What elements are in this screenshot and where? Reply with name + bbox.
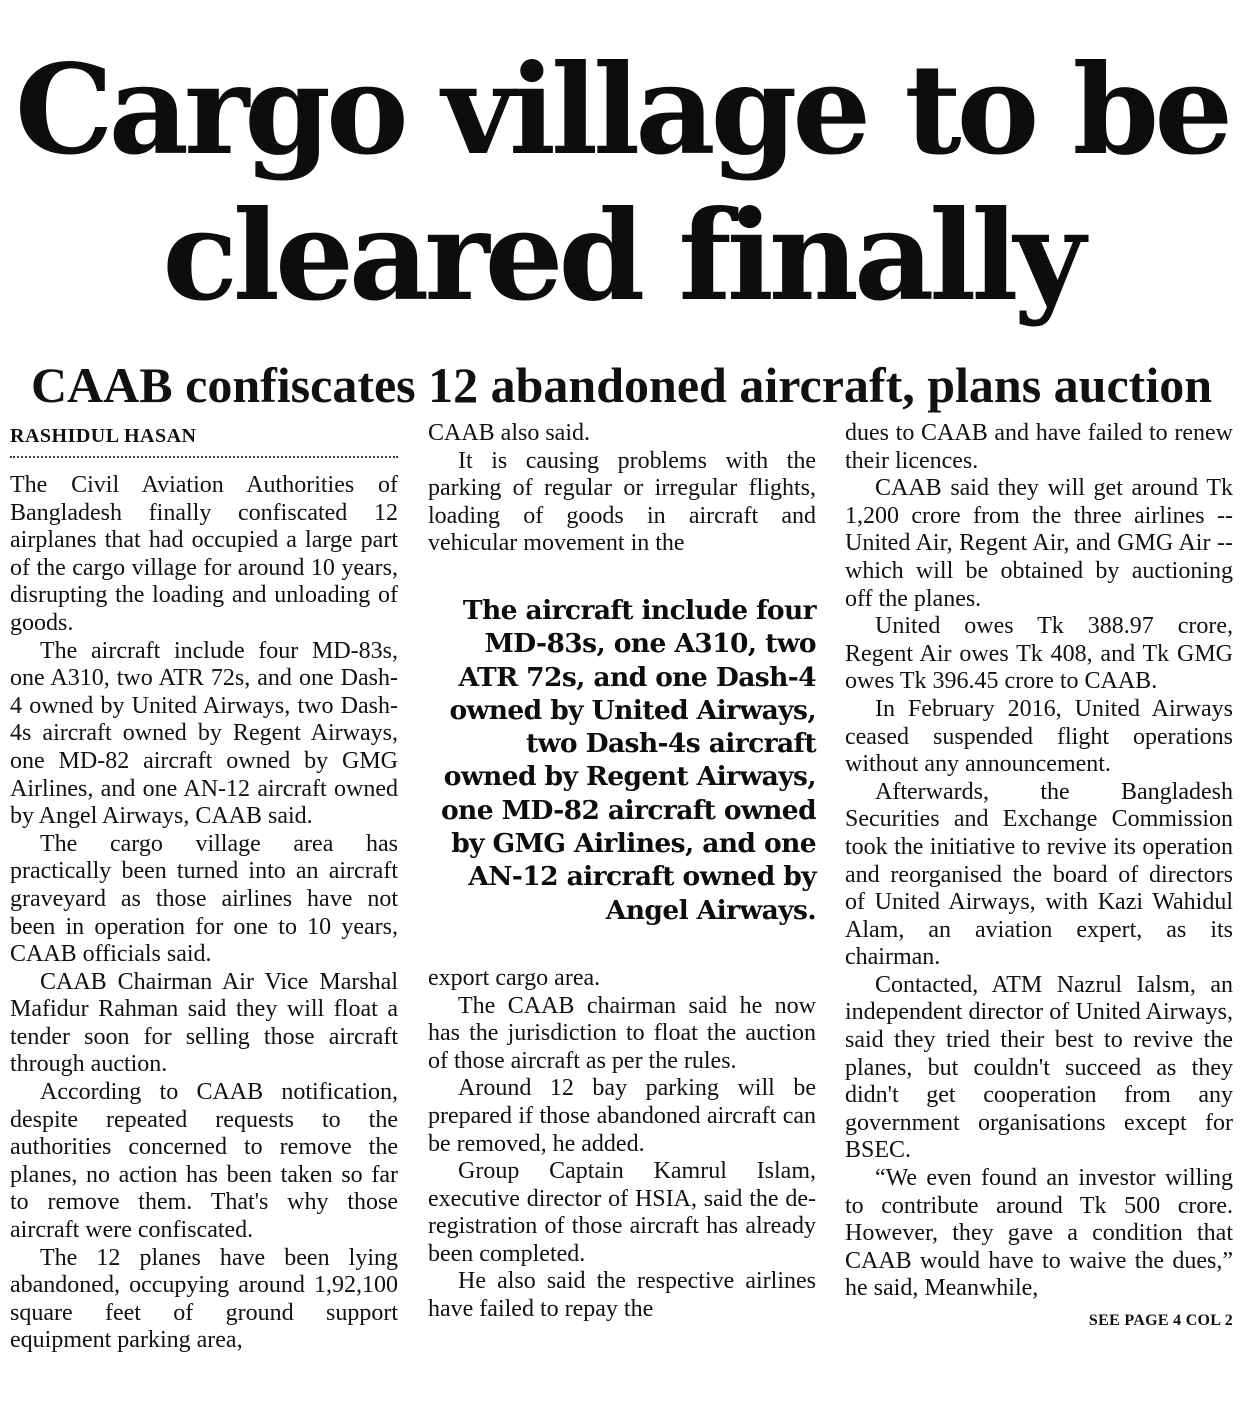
article-column-3 (845, 420, 1233, 1335)
article-column-2 (428, 420, 816, 1324)
byline: RASHIDUL HASAN (10, 420, 398, 458)
paragraph: CAAB also said. (428, 420, 590, 446)
paragraph: In February 2016, United Airways ceased suspended flight operations without any announcement. (845, 695, 1233, 778)
paragraph: United owes Tk 388.97 crore, Regent Air owes Tk 408, and Tk GMG owes Tk 396.45 crore to CAAB. (845, 613, 1233, 695)
paragraph: Afterwards, the Bangladesh Securities and Exchange Commission took the initiative to revive its operation and reorganised the board of directors of United Airways, with Kazi Wahidul Alam, an aviation expert, as its chairman. (845, 778, 1233, 971)
paragraph: It is causing problems with the parking of regular or irregular flights, loading of goods in aircraft and vehicular movement in the (428, 447, 816, 557)
headline-line-1: Cargo village to be (14, 38, 1229, 183)
paragraph: He also said the respective airlines have failed to repay the (428, 1268, 816, 1323)
paragraph: dues to CAAB and have failed to renew their licences. (845, 420, 1233, 474)
headline (0, 38, 1243, 330)
paragraph: The Civil Aviation Authorities of Bangladesh finally confiscated 12 airplanes that had occupied a large part of the cargo village for around 10 years, disrupting the loading and unloading of goods. (10, 472, 398, 636)
paragraph: The aircraft include four MD-83s, one A310, two ATR 72s, and one Dash-4 owned by United Airways, two Dash-4s aircraft owned by Regent Airways, one MD-82 aircraft owned by GMG Airlines, and one AN-12 aircraft owned by Angel Airways, CAAB said. (10, 637, 398, 830)
paragraph: CAAB Chairman Air Vice Marshal Mafidur Rahman said they will float a tender soon for selling those aircraft through auction. (10, 968, 398, 1078)
headline-line-2: cleared finally (162, 184, 1081, 329)
paragraph: export cargo area. (428, 964, 601, 991)
paragraph: CAAB said they will get around Tk 1,200 crore from the three airlines -- United Air, Regent Air, and GMG Air -- which will be obtained by auctioning off the planes. (845, 475, 1233, 612)
paragraph: According to CAAB notification, despite repeated requests to the authorities concerned to remove the planes, no action has been taken so far to remove them. That's why those aircraft were confiscated. (10, 1079, 398, 1244)
paragraph: The 12 planes have been lying abandoned, occupying around 1,92,100 square feet of ground support equipment parking area, (10, 1244, 398, 1354)
paragraph: Group Captain Kamrul Islam, executive director of HSIA, said the de-registration of those aircraft has already been completed. (428, 1158, 816, 1267)
paragraph: Around 12 bay parking will be prepared if those abandoned aircraft can be removed, he added. (428, 1075, 816, 1157)
paragraph: Contacted, ATM Nazrul Ialsm, an independent director of United Airways, said they tried their best to revive the planes, but couldn't succeed as they didn't get cooperation from any government organisations except for BSEC. (845, 971, 1233, 1164)
subheadline: CAAB confiscates 12 abandoned aircraft, plans auction (30, 357, 1213, 413)
paragraph: “We even found an investor willing to contribute around Tk 500 crore. However, they gave a condition that CAAB would have to waive the dues,” he said, Meanwhile, (845, 1165, 1233, 1302)
article-column-1 (10, 420, 398, 1355)
continuation-note: SEE PAGE 4 COL 2 (1088, 1312, 1233, 1329)
paragraph: The CAAB chairman said he now has the jurisdiction to float the auction of those aircraft as per the rules. (428, 992, 816, 1074)
paragraph: The cargo village area has practically been turned into an aircraft graveyard as those airlines have not been in operation for one to 10 years, CAAB officials said. (10, 830, 398, 968)
pull-quote: The aircraft include four MD-83s, one A310, two ATR 72s, and one Dash-4 owned by United Airways, two Dash-4s aircraft owned by Regent Airways, one MD-82 aircraft owned by GMG Airlines, and one AN-12 aircraft owned by Angel Airways. (440, 594, 816, 926)
